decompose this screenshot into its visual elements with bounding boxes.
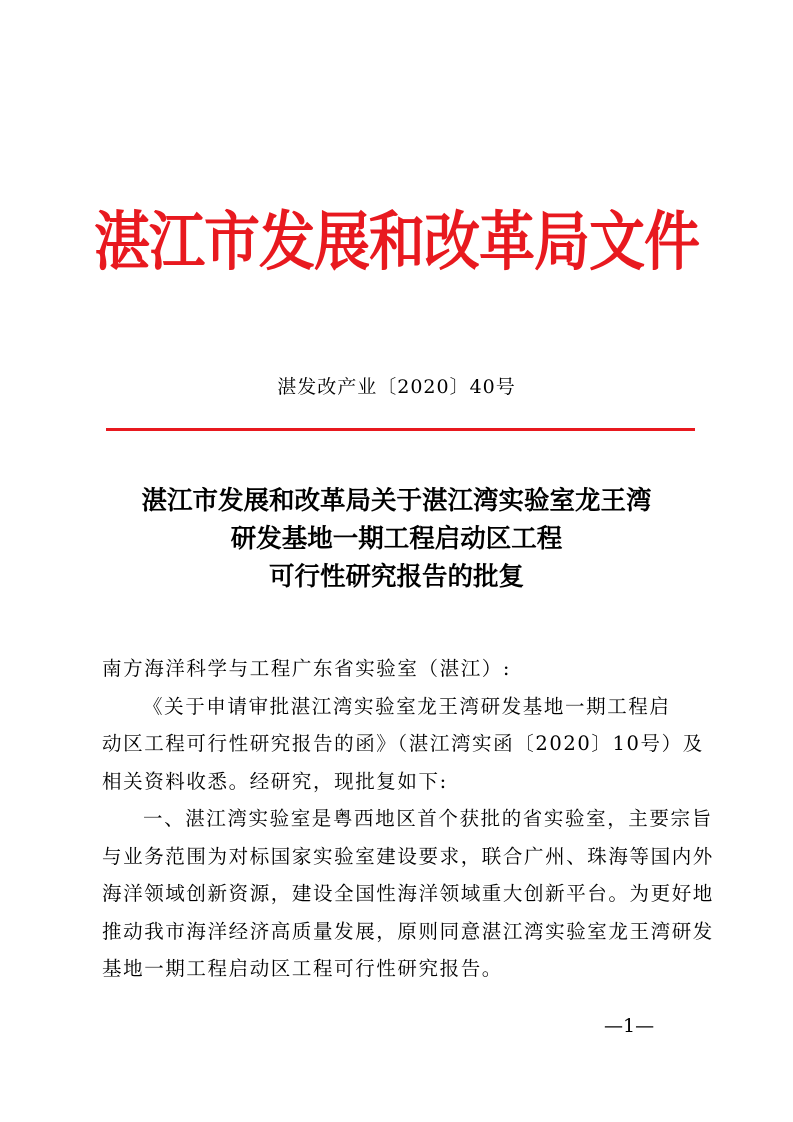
red-divider-line bbox=[106, 428, 695, 431]
body-line: 推动我市海洋经济高质量发展，原则同意湛江湾实验室龙王湾研发 bbox=[102, 919, 714, 943]
body-line: 《关于申请审批湛江湾实验室龙王湾研发基地一期工程启 bbox=[143, 694, 671, 718]
document-title bbox=[60, 482, 733, 596]
page-number: —1— bbox=[604, 1015, 655, 1037]
body-line: 海洋领域创新资源，建设全国性海洋领域重大创新平台。为更好地 bbox=[102, 882, 714, 905]
document-body bbox=[102, 650, 714, 988]
body-line: 相关资料收悉。经研究，现批复如下: bbox=[102, 769, 448, 793]
body-line: 基地一期工程启动区工程可行性研究报告。 bbox=[102, 957, 503, 980]
title-line: 可行性研究报告的批复 bbox=[268, 562, 524, 592]
title-line: 研发基地一期工程启动区工程 bbox=[230, 524, 563, 554]
document-number: 湛发改产业〔2020〕40号 bbox=[277, 376, 516, 398]
body-line: 一、湛江湾实验室是粤西地区首个获批的省实验室，主要宗旨 bbox=[143, 807, 713, 830]
body-line: 动区工程可行性研究报告的函》（湛江湾实函〔2020〕10号）及 bbox=[102, 732, 704, 755]
masthead-title: 湛江市发展和改革局文件 bbox=[94, 204, 699, 280]
title-line: 湛江市发展和改革局关于湛江湾实验室龙王湾 bbox=[141, 486, 652, 516]
body-line: 与业务范围为对标国家实验室建设要求，联合广州、珠海等国内外 bbox=[102, 844, 714, 868]
salutation: 南方海洋科学与工程广东省实验室（湛江）: bbox=[102, 657, 512, 680]
